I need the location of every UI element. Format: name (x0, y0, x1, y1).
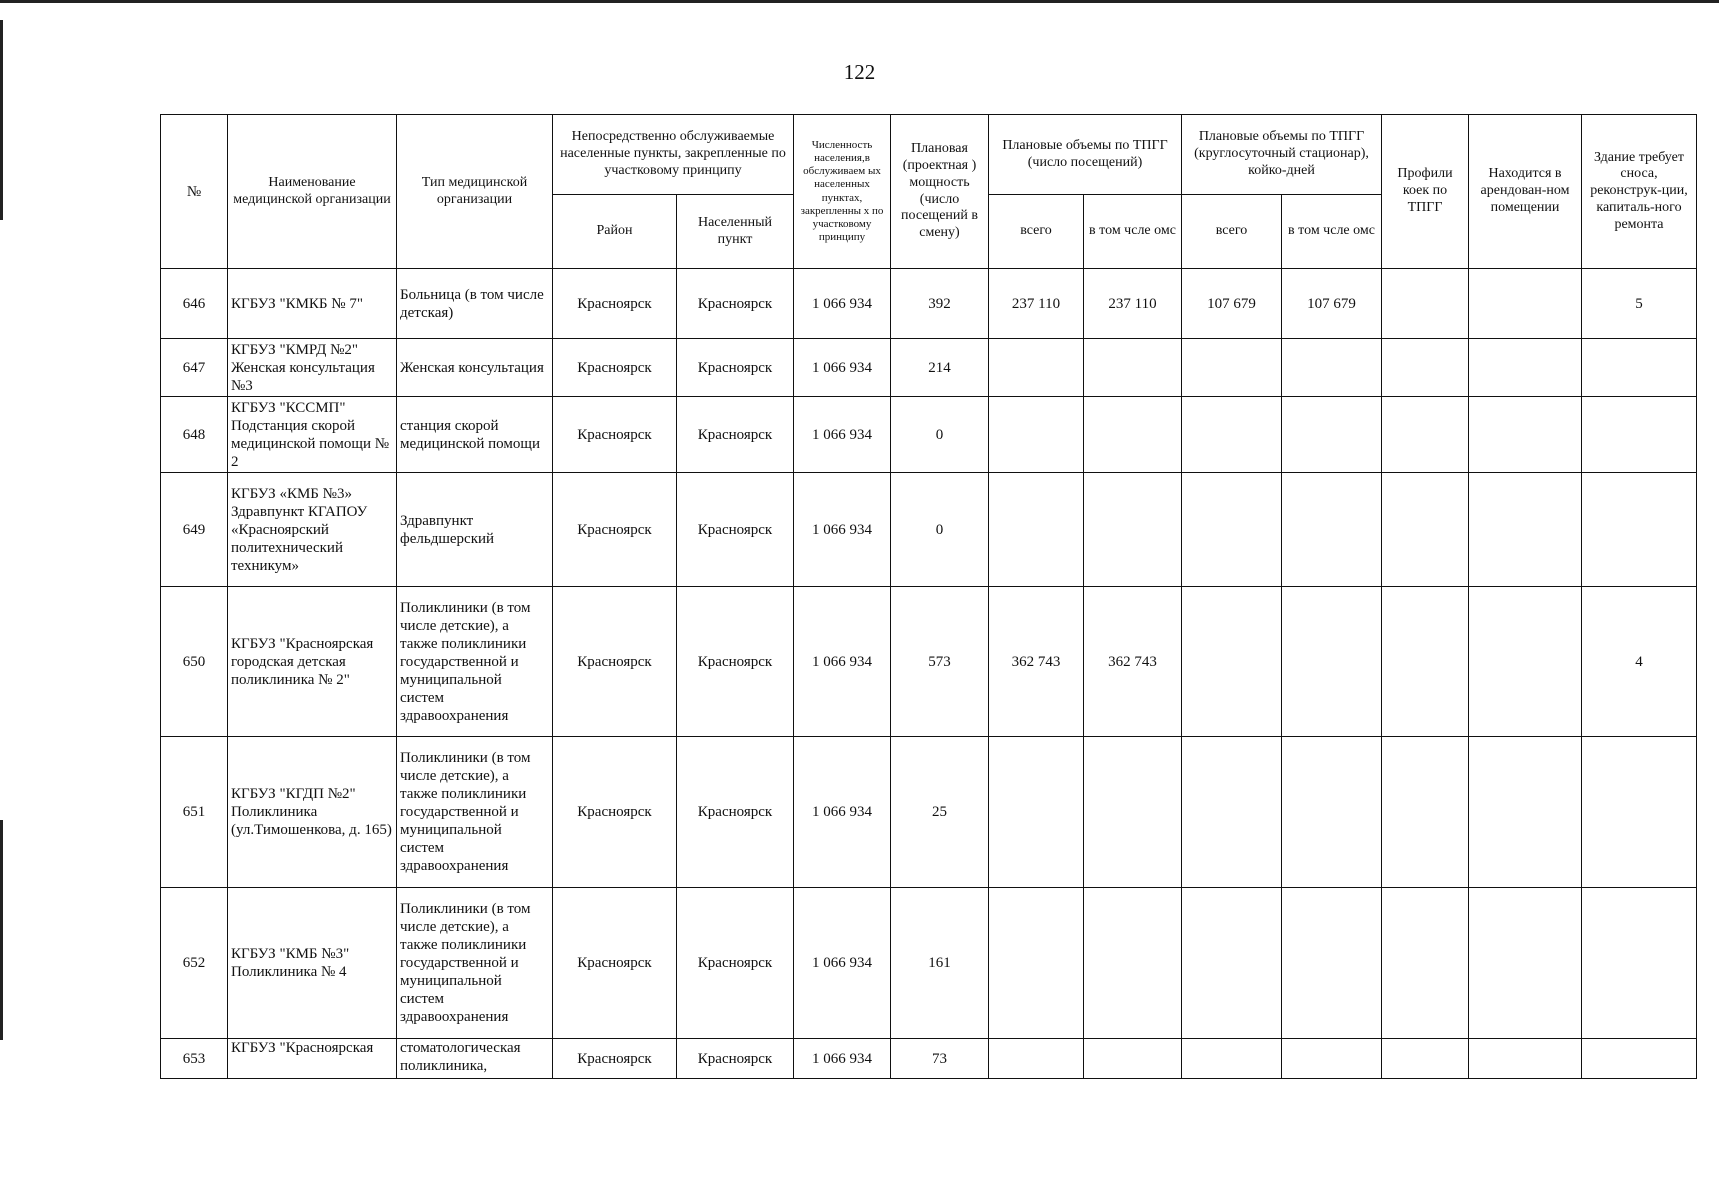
rented (1469, 339, 1582, 397)
district: Красноярск (553, 587, 677, 737)
org-name: КГБУЗ "КМРД №2" Женская консультация №3 (228, 339, 397, 397)
building-condition (1582, 339, 1697, 397)
table-row (161, 888, 1697, 1039)
inpatient-total: 107 679 (1182, 269, 1282, 339)
org-type: Здравпункт фельдшерский (397, 473, 553, 587)
settlement: Красноярск (677, 888, 794, 1039)
table-row (161, 737, 1697, 888)
bed-profiles (1382, 737, 1469, 888)
org-name: КГБУЗ "КМБ №3" Поликлиника № 4 (228, 888, 397, 1039)
header-visits-volume: Плановые объемы по ТПГГ (число посещений) (989, 115, 1182, 195)
visits-oms: 237 110 (1084, 269, 1182, 339)
settlement: Красноярск (677, 737, 794, 888)
header-inpatient-total: всего (1182, 195, 1282, 269)
header-rented: Находится в арендован-ном помещении (1469, 115, 1582, 269)
header-inpatient-oms: в том чсле омс (1282, 195, 1382, 269)
capacity: 214 (891, 339, 989, 397)
inpatient-total (1182, 473, 1282, 587)
capacity: 25 (891, 737, 989, 888)
org-type: Поликлиники (в том числе детские), а также поликлиники государственной и муниципальной систем здравоохранения (397, 888, 553, 1039)
inpatient-total (1182, 888, 1282, 1039)
visits-total (989, 737, 1084, 888)
visits-total: 237 110 (989, 269, 1084, 339)
header-number: № (161, 115, 228, 269)
inpatient-total (1182, 1039, 1282, 1079)
district: Красноярск (553, 473, 677, 587)
visits-oms (1084, 737, 1182, 888)
visits-oms (1084, 888, 1182, 1039)
org-type: станция скорой медицинской помощи (397, 397, 553, 473)
visits-total (989, 888, 1084, 1039)
settlement: Красноярск (677, 587, 794, 737)
visits-total: 362 743 (989, 587, 1084, 737)
population: 1 066 934 (794, 1039, 891, 1079)
header-capacity: Плановая (проектная ) мощность (число посещений в смену) (891, 115, 989, 269)
header-visits-total: всего (989, 195, 1084, 269)
inpatient-oms (1282, 737, 1382, 888)
row-number: 652 (161, 888, 228, 1039)
table-row (161, 339, 1697, 397)
bed-profiles (1382, 339, 1469, 397)
header-org-name: Наименование медицинской организации (228, 115, 397, 269)
table-row (161, 587, 1697, 737)
bed-profiles (1382, 397, 1469, 473)
header-bed-profiles: Профили коек по ТПГГ (1382, 115, 1469, 269)
visits-total (989, 397, 1084, 473)
settlement: Красноярск (677, 339, 794, 397)
org-name: КГБУЗ "Красноярская (228, 1039, 397, 1079)
header-visits-oms: в том чсле омс (1084, 195, 1182, 269)
district: Красноярск (553, 269, 677, 339)
settlement: Красноярск (677, 269, 794, 339)
row-number: 646 (161, 269, 228, 339)
bed-profiles (1382, 587, 1469, 737)
visits-oms (1084, 397, 1182, 473)
org-name: КГБУЗ "КГДП №2" Поликлиника (ул.Тимошенкова, д. 165) (228, 737, 397, 888)
population: 1 066 934 (794, 269, 891, 339)
rented (1469, 737, 1582, 888)
bed-profiles (1382, 473, 1469, 587)
scan-left-edge-mark (0, 20, 3, 220)
bed-profiles (1382, 1039, 1469, 1079)
visits-oms (1084, 473, 1182, 587)
header-settlement: Населенный пункт (677, 195, 794, 269)
org-type: Поликлиники (в том числе детские), а также поликлиники государственной и муниципальной систем здравоохранения (397, 737, 553, 888)
settlement: Красноярск (677, 473, 794, 587)
inpatient-oms (1282, 587, 1382, 737)
header-district: Район (553, 195, 677, 269)
org-type: Поликлиники (в том числе детские), а также поликлиники государственной и муниципальной систем здравоохранения (397, 587, 553, 737)
org-name: КГБУЗ "КССМП" Подстанция скорой медицинской помощи № 2 (228, 397, 397, 473)
org-name: КГБУЗ "КМКБ № 7" (228, 269, 397, 339)
table-row (161, 397, 1697, 473)
settlement: Красноярск (677, 1039, 794, 1079)
rented (1469, 1039, 1582, 1079)
inpatient-total (1182, 397, 1282, 473)
population: 1 066 934 (794, 473, 891, 587)
inpatient-oms (1282, 1039, 1382, 1079)
building-condition (1582, 888, 1697, 1039)
district: Красноярск (553, 397, 677, 473)
inpatient-oms (1282, 397, 1382, 473)
building-condition (1582, 737, 1697, 888)
org-name: КГБУЗ «КМБ №3» Здравпункт КГАПОУ «Красноярский политехнический техникум» (228, 473, 397, 587)
page-number: 122 (843, 60, 876, 84)
capacity: 392 (891, 269, 989, 339)
bed-profiles (1382, 269, 1469, 339)
visits-total (989, 473, 1084, 587)
building-condition (1582, 397, 1697, 473)
visits-oms: 362 743 (1084, 587, 1182, 737)
district: Красноярск (553, 339, 677, 397)
bed-profiles (1382, 888, 1469, 1039)
rented (1469, 269, 1582, 339)
visits-oms (1084, 339, 1182, 397)
row-number: 651 (161, 737, 228, 888)
building-condition (1582, 473, 1697, 587)
rented (1469, 473, 1582, 587)
capacity: 573 (891, 587, 989, 737)
population: 1 066 934 (794, 737, 891, 888)
district: Красноярск (553, 1039, 677, 1079)
capacity: 0 (891, 397, 989, 473)
settlement: Красноярск (677, 397, 794, 473)
population: 1 066 934 (794, 397, 891, 473)
row-number: 650 (161, 587, 228, 737)
org-type: Женская консультация (397, 339, 553, 397)
inpatient-total (1182, 339, 1282, 397)
building-condition (1582, 1039, 1697, 1079)
capacity: 0 (891, 473, 989, 587)
rented (1469, 888, 1582, 1039)
capacity: 73 (891, 1039, 989, 1079)
row-number: 647 (161, 339, 228, 397)
capacity: 161 (891, 888, 989, 1039)
visits-oms (1084, 1039, 1182, 1079)
district: Красноярск (553, 888, 677, 1039)
visits-total (989, 339, 1084, 397)
row-number: 648 (161, 397, 228, 473)
table-row (161, 269, 1697, 339)
row-number: 649 (161, 473, 228, 587)
building-condition: 5 (1582, 269, 1697, 339)
scan-left-edge-mark (0, 820, 3, 1040)
medical-organizations-table (160, 114, 1697, 1079)
inpatient-total (1182, 587, 1282, 737)
org-name: КГБУЗ "Красноярская городская детская поликлиника № 2" (228, 587, 397, 737)
org-type: Больница (в том числе детская) (397, 269, 553, 339)
rented (1469, 397, 1582, 473)
inpatient-oms (1282, 888, 1382, 1039)
building-condition: 4 (1582, 587, 1697, 737)
table-row (161, 1039, 1697, 1079)
scan-top-edge (0, 0, 1719, 3)
inpatient-oms (1282, 339, 1382, 397)
header-org-type: Тип медицинской организации (397, 115, 553, 269)
rented (1469, 587, 1582, 737)
org-type: стоматологическая поликлиника, (397, 1039, 553, 1079)
population: 1 066 934 (794, 587, 891, 737)
row-number: 653 (161, 1039, 228, 1079)
header-building-condition: Здание требует сноса, реконструк-ции, капиталь-ного ремонта (1582, 115, 1697, 269)
inpatient-oms: 107 679 (1282, 269, 1382, 339)
header-population: Численность населения,в обслуживаем ых населенных пунктах, закрепленны х по участковому принципу (794, 115, 891, 269)
inpatient-total (1182, 737, 1282, 888)
population: 1 066 934 (794, 888, 891, 1039)
population: 1 066 934 (794, 339, 891, 397)
visits-total (989, 1039, 1084, 1079)
district: Красноярск (553, 737, 677, 888)
table-row (161, 473, 1697, 587)
header-inpatient-volume: Плановые объемы по ТПГГ (круглосуточный стационар), койко-дней (1182, 115, 1382, 195)
header-served-settlements: Непосредственно обслуживаемые населенные пункты, закрепленные по участковому принципу (553, 115, 794, 195)
inpatient-oms (1282, 473, 1382, 587)
